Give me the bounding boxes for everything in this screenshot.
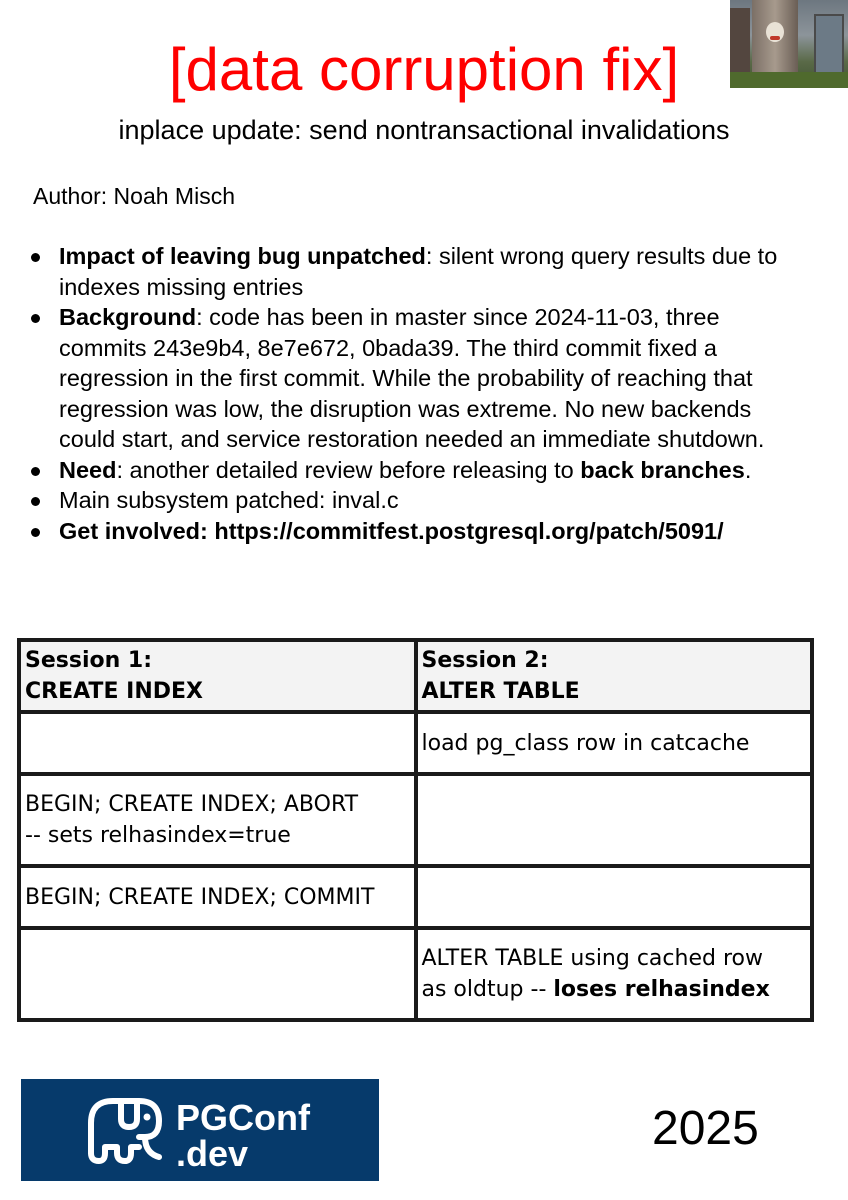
table-cell-s2: [416, 774, 813, 866]
table-row: [19, 928, 812, 1020]
bullet-subsystem: [25, 485, 800, 516]
bullet-dot-icon: [31, 497, 40, 506]
commitfest-link[interactable]: Get involved: https://commitfest.postgresql.org/patch/5091/: [59, 517, 724, 544]
year-label: 2025: [652, 1102, 759, 1155]
bullet-dot-icon: [31, 314, 40, 323]
session-table: [17, 638, 814, 1022]
header-session-2: Session 2: ALTER TABLE: [416, 640, 813, 712]
header-session-1: Session 1: CREATE INDEX: [19, 640, 416, 712]
table-row: [19, 774, 812, 866]
bullet-impact: [25, 241, 800, 302]
logo-text-dev: .dev: [176, 1133, 249, 1174]
abandoned-tower-photo: [730, 0, 848, 88]
bullet-bold-label: Impact of leaving bug unpatched: [59, 243, 426, 269]
bullet-text: Main subsystem patched: inval.c: [59, 487, 399, 513]
bullet-text: : silent wrong query results due to indexes missing entries: [59, 243, 778, 300]
table-cell-s2: [416, 866, 813, 928]
table-cell-s1: BEGIN; CREATE INDEX; ABORT -- sets relhasindex=true: [19, 774, 416, 866]
author-line: Author: Noah Misch: [33, 183, 235, 209]
bullet-background: [25, 302, 800, 455]
page-subtitle: inplace update: send nontransactional invalidations: [118, 115, 730, 145]
bullet-text: : another detailed review before releasing to: [116, 456, 581, 483]
bullet-text: : code has been in master since 2024-11-03, three commits 243e9b4, 8e7e672, 0bada39. The third commit fixed a regression in the first commit. While the probability of reaching that regression was low, the disruption was extreme. No new backends could start, and service restoration needed an immediate shutdown.: [59, 304, 765, 452]
table-row: [19, 712, 812, 774]
table-row: [19, 866, 812, 928]
table-cell-s1: [19, 928, 416, 1020]
bullet-get-involved: [25, 516, 800, 547]
bullet-list: [25, 241, 800, 546]
pgconf-logo: [21, 1079, 379, 1181]
table-cell-s2: load pg_class row in catcache: [416, 712, 813, 774]
elephant-logo-icon: [79, 1093, 175, 1167]
table-cell-s1: BEGIN; CREATE INDEX; COMMIT: [19, 866, 416, 928]
bullet-dot-icon: [31, 528, 40, 537]
bullet-bold-label: Background: [59, 304, 197, 330]
table-header-row: [19, 640, 812, 712]
bullet-text: .: [744, 456, 752, 483]
logo-text-pgconf: PGConf: [176, 1097, 310, 1138]
bullet-need: [25, 455, 800, 486]
bullet-dot-icon: [31, 253, 40, 262]
page-title: [data corruption fix]: [168, 36, 680, 103]
table-cell-s1: [19, 712, 416, 774]
bullet-bold-label: Need: [59, 456, 117, 483]
table-cell-s2: ALTER TABLE using cached row as oldtup -- loses relhasindex: [416, 928, 813, 1020]
bullet-dot-icon: [31, 467, 40, 476]
bullet-bold-label: back branches: [580, 456, 745, 483]
